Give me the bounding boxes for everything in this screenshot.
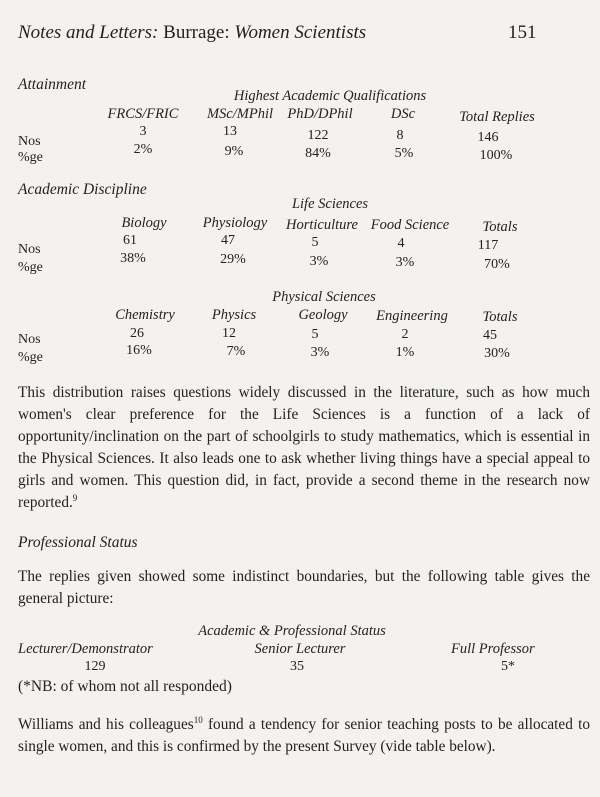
attainment-nos-phd: 122: [307, 128, 329, 143]
physical-row-label-nos: Nos: [18, 332, 41, 347]
attainment-col-dsc: DSc: [390, 106, 416, 122]
attainment-row-label-nos: Nos: [18, 134, 41, 149]
life-pct-biology: 38%: [120, 251, 146, 266]
life-col-horticulture: Horticulture: [286, 217, 358, 233]
professional-col-lecturer: Lecturer/Demonstrator: [18, 641, 153, 657]
life-row-label-nos: Nos: [18, 242, 41, 257]
attainment-col-frcs: FRCS/FRIC: [107, 106, 179, 122]
distribution-paragraph: [18, 382, 590, 514]
life-nos-biology: 61: [123, 233, 137, 248]
physical-row-label-pct: %ge: [18, 350, 43, 365]
life-nos-food-science: 4: [397, 236, 405, 251]
physical-pct-geology: 3%: [310, 345, 330, 360]
physical-nos-totals: 45: [483, 328, 497, 343]
professional-val-lecturer: 129: [84, 659, 106, 674]
physical-pct-chemistry: 16%: [126, 343, 152, 358]
attainment-row-label-pct: %ge: [18, 150, 43, 165]
williams-paragraph-text-after: found a tendency for senior teaching posts to be allocated to single women, and this is confirmed by the present Survey (vide table below).: [18, 716, 591, 755]
footnote-ref-9: 9: [72, 492, 78, 503]
physical-nos-engineering: 2: [401, 327, 409, 342]
williams-paragraph-text-before: Williams and his colleagues: [18, 716, 194, 733]
physical-col-totals: Totals: [482, 309, 518, 325]
attainment-nos-total: 146: [477, 130, 499, 145]
physical-col-engineering: Engineering: [376, 308, 448, 324]
attainment-col-phd: PhD/DPhil: [287, 106, 353, 122]
physical-col-chemistry: Chemistry: [115, 307, 175, 323]
professional-val-senior-lecturer: 35: [290, 659, 304, 674]
discipline-heading: Academic Discipline: [18, 181, 147, 198]
attainment-pct-total: 100%: [479, 148, 513, 163]
running-header: [18, 22, 366, 44]
williams-paragraph: [18, 714, 590, 758]
life-nos-totals: 117: [477, 238, 499, 253]
physical-pct-physics: 7%: [226, 344, 246, 359]
professional-col-senior-lecturer: Senior Lecturer: [254, 641, 346, 657]
life-pct-totals: 70%: [484, 257, 510, 272]
professional-intro-paragraph: The replies given showed some indistinct boundaries, but the following table gives the general picture:: [18, 568, 590, 607]
attainment-nos-dsc: 8: [396, 128, 404, 143]
professional-status-heading: Professional Status: [18, 534, 138, 551]
physical-nos-physics: 12: [222, 326, 236, 341]
attainment-nos-frcs: 3: [139, 124, 147, 139]
header-title-part1: Notes and Letters:: [18, 22, 159, 43]
professional-note: (*NB: of whom not all responded): [18, 678, 232, 695]
life-col-totals: Totals: [482, 219, 518, 235]
attainment-col-msc: MSc/MPhil: [206, 106, 274, 122]
professional-group-title: Academic & Professional Status: [198, 623, 386, 639]
life-col-physiology: Physiology: [202, 215, 268, 231]
attainment-pct-msc: 9%: [224, 144, 244, 159]
life-row-label-pct: %ge: [18, 260, 43, 275]
footnote-ref-10: 10: [193, 714, 203, 725]
physical-col-physics: Physics: [211, 307, 257, 323]
life-col-biology: Biology: [121, 215, 167, 231]
life-col-food-science: Food Science: [370, 217, 450, 233]
header-title-part3: Women Scientists: [234, 22, 367, 43]
professional-val-full-professor: 5*: [501, 659, 515, 674]
physical-sciences-group-title: Physical Sciences: [272, 289, 376, 305]
life-pct-horticulture: 3%: [309, 254, 329, 269]
attainment-group-title: Highest Academic Qualifications: [233, 88, 427, 104]
physical-nos-chemistry: 26: [130, 326, 144, 341]
attainment-nos-msc: 13: [223, 124, 237, 139]
attainment-pct-frcs: 2%: [133, 142, 153, 157]
header-title-part2: Burrage:: [163, 22, 230, 43]
attainment-pct-phd: 84%: [305, 146, 331, 161]
life-pct-physiology: 29%: [220, 252, 246, 267]
physical-pct-totals: 30%: [484, 346, 510, 361]
life-pct-food-science: 3%: [395, 255, 415, 270]
life-sciences-group-title: Life Sciences: [291, 196, 369, 212]
attainment-col-total: Total Replies: [459, 109, 535, 125]
physical-col-geology: Geology: [298, 307, 348, 323]
distribution-paragraph-text: This distribution raises questions widely discussed in the literature, such as how much women's clear preference for the Life Sciences is a function of a lack of opportunity/inclination on the part of schoolgirls to study mathematics, which is essential in the Physical Sciences. It also leads one to ask whether living things have a special appeal to girls and women. This question did, in fact, provide a second theme in the research now reported.: [18, 384, 590, 511]
page-number: 151: [508, 22, 537, 43]
life-nos-horticulture: 5: [311, 235, 319, 250]
physical-nos-geology: 5: [311, 327, 319, 342]
life-nos-physiology: 47: [221, 233, 235, 248]
physical-pct-engineering: 1%: [395, 345, 415, 360]
attainment-heading: Attainment: [18, 76, 87, 93]
attainment-pct-dsc: 5%: [394, 146, 414, 161]
professional-col-full-professor: Full Professor: [451, 641, 535, 657]
